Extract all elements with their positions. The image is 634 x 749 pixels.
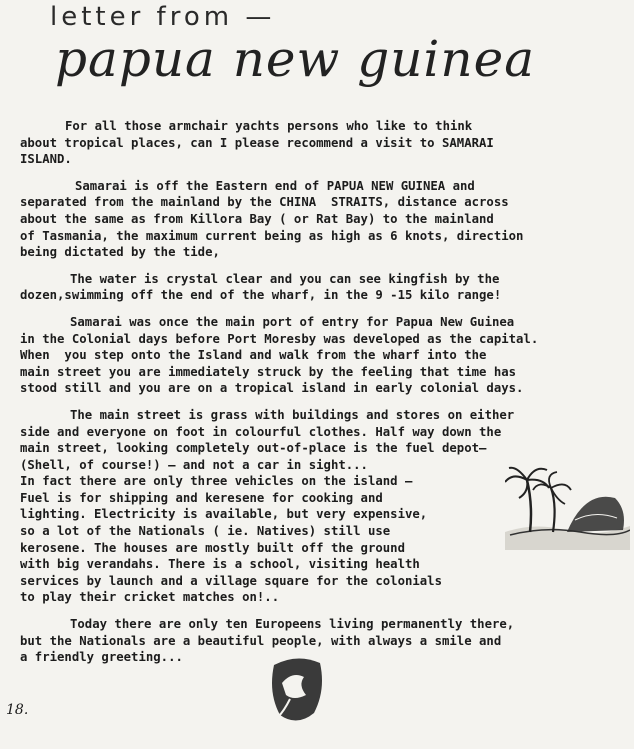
line: lighting. Electricity is available, but very expensive, <box>20 507 428 522</box>
line: about tropical places, can I please recommend a visit to SAMARAI <box>20 135 494 150</box>
line: in the Colonial days before Port Moresby was developed as the capital. <box>20 331 539 346</box>
line: The main street is grass with buildings and stores on either <box>70 407 515 422</box>
palm-island-illustration <box>505 460 630 550</box>
line: Fuel is for shipping and keresene for cooking and <box>20 490 383 505</box>
letter-body <box>20 118 585 666</box>
line: to play their cricket matches on!.. <box>20 590 280 605</box>
line: kerosene. The houses are mostly built off the ground <box>20 540 405 555</box>
line: In fact there are only three vehicles on the island — <box>20 474 413 489</box>
paragraph-2 <box>20 178 585 261</box>
line: with big verandahs. There is a school, visiting health <box>20 557 420 572</box>
paragraph-1 <box>20 118 585 168</box>
line: main street, looking completely out-of-place is the fuel depot— <box>20 441 487 456</box>
line: separated from the mainland by the CHINA STRAITS, distance across <box>20 195 509 210</box>
line: (Shell, of course!) — and not a car in sight... <box>20 457 368 472</box>
line: of Tasmania, the maximum current being as high as 6 knots, direction <box>20 228 524 243</box>
page-number: 18. <box>6 702 29 718</box>
line: being dictated by the tide, <box>20 245 220 260</box>
line: When you step onto the Island and walk from the wharf into the <box>20 348 487 363</box>
paragraph-5 <box>20 407 585 606</box>
line: ISLAND. <box>20 152 72 167</box>
line: Samarai is off the Eastern end of PAPUA NEW GUINEA and <box>75 178 475 193</box>
line: Today there are only ten Europeens living permanently there, <box>70 617 515 632</box>
line: For all those armchair yachts persons who like to think <box>65 119 473 133</box>
line: main street you are immediately struck by the feeling that time has <box>20 364 517 379</box>
paragraph-4 <box>20 314 585 397</box>
bird-of-paradise-emblem <box>268 655 326 725</box>
line: stood still and you are on a tropical island in early colonial days. <box>20 381 524 396</box>
line: The water is crystal clear and you can see kingfish by the <box>70 271 500 286</box>
paragraph-3 <box>20 271 585 304</box>
line: Samarai was once the main port of entry for Papua New Guinea <box>70 314 515 329</box>
line: dozen,swimming off the end of the wharf, in the 9 -15 kilo range! <box>20 288 502 303</box>
line: about the same as from Killora Bay ( or Rat Bay) to the mainland <box>20 211 494 226</box>
line: so a lot of the Nationals ( ie. Natives) still use <box>20 524 391 539</box>
heading-letter-from: letter from — <box>50 2 276 32</box>
heading-papua-new-guinea: papua new guinea <box>55 30 536 88</box>
line: side and everyone on foot in colourful clothes. Half way down the <box>20 424 502 439</box>
line: services by launch and a village square for the colonials <box>20 573 442 588</box>
line: but the Nationals are a beautiful people, with always a smile and <box>20 633 502 648</box>
line: a friendly greeting... <box>20 650 183 665</box>
